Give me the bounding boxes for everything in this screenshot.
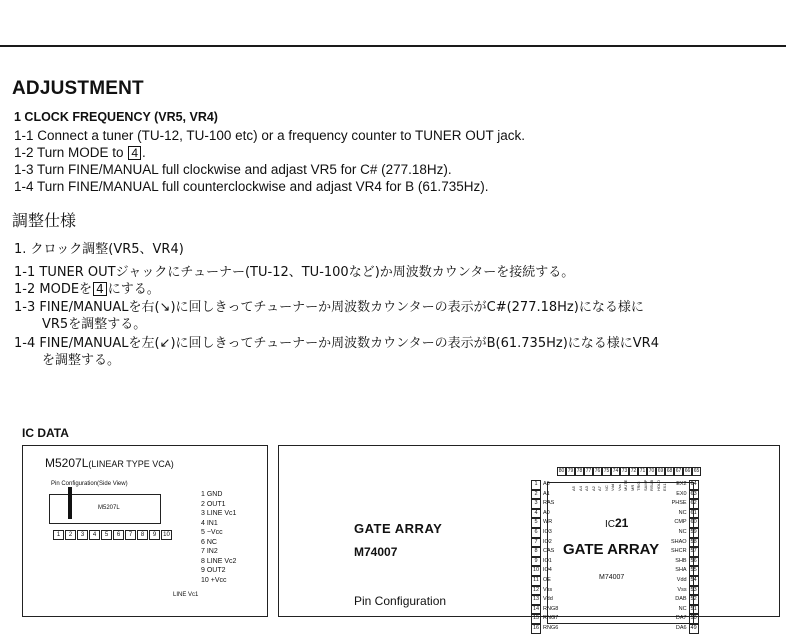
pin-entry: EX2 64 [671, 480, 699, 490]
gate-array-title: GATE ARRAY [354, 521, 443, 536]
pin-number: 6 [113, 530, 124, 540]
chip-title: GATE ARRAY [563, 541, 660, 558]
pin-list [201, 490, 236, 585]
pin-entry: SHAO 58 [671, 538, 699, 548]
pin-entry: CMP 60 [671, 518, 699, 528]
pin-entry: DA6 49 [671, 624, 699, 634]
step-text: TUNER OUTジャックにチューナー(TU-12、TU-100など)か周波数カウンターを接続する。 [39, 265, 575, 280]
pin-number: 69 [657, 468, 664, 474]
pin-number: 7 [125, 530, 136, 540]
gate-array-part: M74007 [354, 545, 398, 559]
step-text: Turn FINE/MANUAL full counterclockwise and adjast VR4 for B (61.735Hz). [37, 179, 489, 194]
ic1-title: M5207L(LINEAR TYPE VCA) [45, 456, 174, 470]
pin-number: 67 [675, 468, 682, 474]
section-title-jp: 調整仕様 [12, 211, 77, 230]
pin-entry: Vdd 54 [671, 576, 699, 586]
top-rule [0, 45, 786, 47]
chip-index-bar [68, 487, 72, 519]
en-step-4 [14, 179, 488, 194]
en-step-3 [14, 162, 452, 177]
pin-entry: NC 61 [671, 509, 699, 519]
pin-entry: 4 A0 [531, 509, 558, 519]
pin-number: 66 [684, 468, 691, 474]
step-text: MODEを [39, 282, 93, 297]
step-text: Turn FINE/MANUAL full clockwise and adjast VR5 for C# (277.18Hz). [37, 162, 452, 177]
pin-entry: NC 51 [671, 605, 699, 615]
pin-signal: A5 [571, 486, 576, 491]
pin-entry: 16 RNG6 [531, 624, 558, 634]
pin-number: 8 [137, 530, 148, 540]
pin-entry: 9 IO1 [531, 557, 558, 567]
pin-entry: DAB 52 [671, 595, 699, 605]
en-step-1 [14, 128, 525, 143]
en-step-2 [14, 145, 146, 160]
jp-step-4-cont: を調整する。 [42, 353, 121, 368]
step-text: FINE/MANUALを右(↘)に回しきってチューナーか周波数カウンターの表示がC#(277.18Hz)になる様に [39, 300, 644, 315]
pin-entry: NC 59 [671, 528, 699, 538]
ic-data-title: IC DATA [22, 426, 69, 440]
pin-number: 73 [621, 468, 628, 474]
pin-number: 76 [594, 468, 601, 474]
pin-entry: PHSE 62 [671, 499, 699, 509]
pin-number: 77 [585, 468, 592, 474]
pin-entry: 8 LINE Vc2 [201, 557, 237, 565]
step-text: にする。 [107, 282, 160, 297]
pin-entry: SHA 55 [671, 566, 699, 576]
pin-entry: 2 OUT1 [201, 500, 226, 508]
pin-signal: A7 [597, 486, 602, 491]
top-pin-row [557, 467, 701, 476]
step-number: 1-1 [14, 128, 34, 143]
pin-number: 71 [639, 468, 646, 474]
top-signal-row [571, 476, 669, 491]
schematic-label: LINE Vc1 [173, 592, 199, 598]
step-number: 1-4 [14, 179, 34, 194]
pin-signal: MR [629, 484, 635, 491]
pin-signal: NC [603, 485, 609, 491]
ic-gate-array-panel [278, 445, 780, 631]
pin-number: 4 [89, 530, 100, 540]
pin-signal: Vdd [610, 483, 615, 491]
chip-label: M5207L [98, 505, 120, 511]
pin-entry: 13 Vdd [531, 595, 558, 605]
boxed-number: 4 [128, 146, 141, 160]
pin-signal: Vss [616, 484, 622, 491]
pin-entry: 1 A6 [531, 480, 558, 490]
pin-entry: 5 WR [531, 518, 558, 528]
pin-number: 75 [603, 468, 610, 474]
step-text: FINE/MANUALを左(↙)に回しきってチューナーか周波数カウンターの表示がB(61.735Hz)になる様にVR4 [39, 336, 659, 351]
step-number: 1-2 [14, 145, 34, 160]
pin-entry: 4 IN1 [201, 519, 218, 527]
pin-signal: A2 [590, 486, 596, 491]
page-title: ADJUSTMENT [12, 78, 144, 99]
step-text: Connect a tuner (TU-12, TU-100 etc) or a frequency counter to TUNER OUT jack. [37, 128, 525, 143]
pin-entry: SHB 56 [671, 557, 699, 567]
jp-step-2 [14, 278, 160, 297]
pin-entry: 14 RNG8 [531, 605, 558, 615]
pin-signal: TRIG [636, 481, 641, 491]
pin-number: 78 [576, 468, 583, 474]
step-text: Turn MODE to [37, 145, 124, 160]
step-number: 1-4 [14, 336, 36, 351]
pin-entry: 6 NC [201, 538, 217, 546]
pin-configuration-caption: Pin Configuration(Side View) [51, 481, 128, 487]
pin-number: 68 [666, 468, 673, 474]
pin-entry: SHCR 57 [671, 547, 699, 557]
pin-signal: RSUB [649, 479, 654, 491]
pin-signal: MUTE [623, 479, 628, 491]
section-title-en: 1 CLOCK FREQUENCY (VR5, VR4) [14, 110, 218, 124]
pin-signal: A4 [577, 486, 583, 491]
step-number: 1-3 [14, 300, 36, 315]
step-text: . [142, 145, 146, 160]
step-number: 1-1 [14, 265, 36, 280]
pin-signal: EX1 [662, 483, 667, 491]
pin-signal: HOLD [655, 479, 661, 491]
section-subtitle-jp: 1. クロック調整(VR5、VR4) [14, 242, 184, 257]
pin-number: 70 [648, 468, 655, 474]
ic-m5207l-panel [22, 445, 268, 617]
pin-entry: 6 IO3 [531, 528, 558, 538]
pin-number: 65 [693, 468, 700, 474]
pin-entry: 3 RAS [531, 499, 558, 509]
right-pin-column [671, 480, 699, 634]
pin-entry: 9 OUT2 [201, 567, 226, 574]
pin-entry: 7 IO2 [531, 538, 558, 548]
pin-number: 2 [65, 530, 76, 540]
pin-entry: 3 LINE Vc1 [201, 510, 237, 517]
chip-body [49, 494, 161, 524]
pin-number: 3 [77, 530, 88, 540]
pin-number: 5 [101, 530, 112, 540]
step-number: 1-2 [14, 282, 36, 297]
pin-entry: DA7 50 [671, 614, 699, 624]
pin-entry: 2 A1 [531, 490, 558, 500]
pin-entry: 8 CAS [531, 547, 558, 557]
ic-designator: IC21 [605, 516, 629, 530]
pin-configuration-heading: Pin Configuration [354, 594, 447, 608]
pin-signal: A3 [584, 486, 589, 491]
pin-entry: Vss 53 [671, 586, 699, 596]
pin-entry: EX0 63 [671, 490, 699, 500]
pin-signal: SAMP [642, 479, 648, 491]
pin-entry: 10 IO4 [531, 566, 558, 576]
pin-entry: 11 OE [531, 576, 558, 586]
pin-number: 79 [567, 468, 574, 474]
boxed-number: 4 [93, 282, 107, 296]
pin-number: 80 [558, 468, 565, 474]
pin-entry: 15 RNG7 [531, 614, 558, 624]
jp-step-3-cont: VR5を調整する。 [42, 317, 147, 332]
pin-entry: 10 +Vcc [201, 576, 227, 584]
chip-part: M74007 [599, 574, 625, 581]
pin-entry: 7 IN2 [201, 548, 218, 555]
pin-entry: 5 −Vcc [201, 529, 223, 536]
pin-entry: 12 Vss [531, 586, 558, 596]
pin-number: 10 [161, 530, 172, 540]
pin-number: 9 [149, 530, 160, 540]
pin-number: 1 [53, 530, 64, 540]
left-pin-column [531, 480, 558, 634]
pin-entry: 1 GND [201, 491, 223, 498]
step-number: 1-3 [14, 162, 34, 177]
pin-number: 74 [612, 468, 619, 474]
pin-row [53, 530, 172, 540]
pin-number: 72 [630, 468, 637, 474]
